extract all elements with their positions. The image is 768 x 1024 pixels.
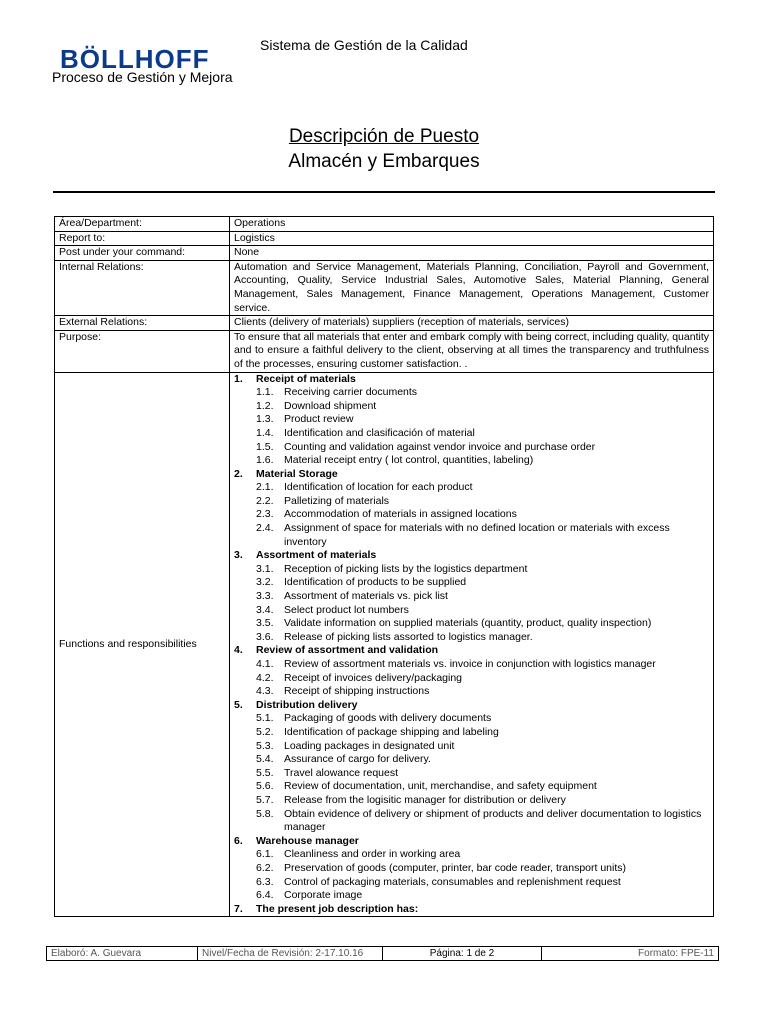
function-item xyxy=(234,481,709,495)
item-number: 3.5. xyxy=(256,617,274,630)
function-item xyxy=(234,413,709,427)
item-number: 1.2. xyxy=(256,399,274,412)
item-text: Review of assortment materials vs. invoice in conjunction with logistics manager xyxy=(284,658,656,670)
item-text: Receipt of shipping instructions xyxy=(284,685,430,698)
title-line-2: Almacén y Embarques xyxy=(288,151,480,172)
function-item xyxy=(234,454,709,468)
section-title: Warehouse manager xyxy=(256,834,359,847)
item-text: Validate information on supplied materials (quantity, product, quality inspection) xyxy=(284,617,652,630)
item-number: 5.3. xyxy=(256,739,274,752)
function-item xyxy=(234,889,709,903)
item-text: Travel alowance request xyxy=(284,766,399,779)
row-label: Área/Department: xyxy=(55,217,230,232)
title-line-1: Descripción de Puesto xyxy=(288,126,480,147)
item-text: Receiving carrier documents xyxy=(284,386,418,399)
function-item xyxy=(234,876,709,890)
item-number: 2.2. xyxy=(256,494,274,507)
row-value: Clients (delivery of materials) suppliers (reception of materials, services) xyxy=(230,316,714,331)
item-text: Review of documentation, unit, merchandise, and safety equipment xyxy=(284,780,597,793)
item-text: Material receipt entry ( lot control, quantities, labeling) xyxy=(284,454,534,467)
section-number: 3. xyxy=(234,549,243,562)
section-number: 1. xyxy=(234,372,243,385)
footer-table xyxy=(46,946,719,961)
section-number: 7. xyxy=(234,902,243,915)
row-value: Logistics xyxy=(230,231,714,246)
item-number: 4.2. xyxy=(256,671,274,684)
process-subtitle: Proceso de Gestión y Mejora xyxy=(52,69,233,85)
table-row xyxy=(55,217,714,232)
function-item xyxy=(234,767,709,781)
function-item xyxy=(234,862,709,876)
footer-format: Formato: FPE-11 xyxy=(542,947,719,961)
function-item xyxy=(234,808,709,835)
section-number: 4. xyxy=(234,644,243,657)
item-number: 4.1. xyxy=(256,658,274,670)
item-text: Product review xyxy=(284,413,354,426)
table-row xyxy=(55,330,714,372)
item-number: 5.8. xyxy=(256,807,274,820)
item-number: 2.4. xyxy=(256,522,274,535)
function-item xyxy=(234,441,709,455)
item-text: Accommodation of materials in assigned locations xyxy=(284,508,517,521)
function-item xyxy=(234,848,709,862)
item-number: 1.3. xyxy=(256,413,274,426)
item-text: Assignment of space for materials with no defined location or materials with excess inventory xyxy=(284,522,670,548)
section-number: 6. xyxy=(234,834,243,847)
item-number: 6.1. xyxy=(256,848,274,861)
function-section xyxy=(234,549,709,644)
function-item xyxy=(234,386,709,400)
function-item xyxy=(234,780,709,794)
row-label: External Relations: xyxy=(55,316,230,331)
item-text: Assortment of materials vs. pick list xyxy=(284,590,448,603)
item-text: Identification and clasificación of material xyxy=(284,426,475,439)
footer-page: Página: 1 de 2 xyxy=(383,947,542,961)
row-label: Post under your command: xyxy=(55,246,230,261)
row-value: None xyxy=(230,246,714,261)
function-section xyxy=(234,644,709,698)
item-number: 6.3. xyxy=(256,875,274,888)
section-title: The present job description has: xyxy=(256,902,419,915)
item-number: 5.1. xyxy=(256,712,274,725)
item-text: Preservation of goods (computer, printer, bar code reader, transport units) xyxy=(284,861,627,874)
item-number: 1.4. xyxy=(256,426,274,439)
row-label: Internal Relations: xyxy=(55,260,230,315)
title-divider xyxy=(53,191,715,193)
function-item xyxy=(234,576,709,590)
section-number: 2. xyxy=(234,467,243,480)
footer-author: Elaboró: A. Guevara xyxy=(47,947,198,961)
functions-list-cell xyxy=(230,372,714,917)
item-number: 3.1. xyxy=(256,562,274,575)
item-text: Receipt of invoices delivery/packaging xyxy=(284,671,463,684)
item-number: 5.5. xyxy=(256,766,274,779)
company-logo: BÖLLHOFF xyxy=(60,44,210,74)
functions-list xyxy=(234,373,709,917)
item-text: Assurance of cargo for delivery. xyxy=(284,753,431,766)
item-number: 5.7. xyxy=(256,793,274,806)
function-item xyxy=(234,712,709,726)
item-text: Corporate image xyxy=(284,889,363,902)
row-value: Automation and Service Management, Materials Planning, Conciliation, Payroll and Government, Accounting, Quality, Service Industrial Sales, Automotive Sales, Material Planning, General Management, Sales Management, Finance Management, Operations Management, Customer service. xyxy=(230,260,714,315)
table-row xyxy=(55,372,714,917)
row-label: Report to: xyxy=(55,231,230,246)
item-text: Release from the logisitic manager for distribution or delivery xyxy=(284,793,566,806)
item-text: Palletizing of materials xyxy=(284,494,390,507)
item-number: 1.5. xyxy=(256,440,274,453)
row-label: Purpose: xyxy=(55,330,230,372)
item-number: 3.4. xyxy=(256,603,274,616)
function-item xyxy=(234,685,709,699)
function-section xyxy=(234,903,709,917)
item-text: Packaging of goods with delivery documents xyxy=(284,712,492,725)
function-item xyxy=(234,658,709,672)
function-section xyxy=(234,373,709,468)
item-number: 3.2. xyxy=(256,576,274,589)
item-text: Identification of products to be supplied xyxy=(284,576,467,589)
function-item xyxy=(234,617,709,631)
section-title: Material Storage xyxy=(256,467,338,480)
job-description-table xyxy=(54,216,714,917)
section-number: 5. xyxy=(234,698,243,711)
item-number: 5.6. xyxy=(256,780,274,793)
function-item xyxy=(234,740,709,754)
row-value: Operations xyxy=(230,217,714,232)
function-item xyxy=(234,563,709,577)
function-item xyxy=(234,726,709,740)
item-number: 6.4. xyxy=(256,889,274,902)
system-title: Sistema de Gestión de la Calidad xyxy=(260,37,468,53)
function-item xyxy=(234,604,709,618)
item-number: 3.3. xyxy=(256,590,274,603)
item-number: 1.6. xyxy=(256,454,274,467)
function-item xyxy=(234,400,709,414)
table-row xyxy=(55,316,714,331)
function-section xyxy=(234,835,709,903)
item-number: 2.3. xyxy=(256,508,274,521)
item-text: Obtain evidence of delivery or shipment of products and deliver documentation to logistics manager xyxy=(284,807,702,834)
item-text: Identification of package shipping and labeling xyxy=(284,725,499,738)
table-row xyxy=(55,246,714,261)
function-item xyxy=(234,427,709,441)
item-text: Cleanliness and order in working area xyxy=(284,848,461,861)
section-title: Assortment of materials xyxy=(256,549,377,562)
item-text: Reception of picking lists by the logistics department xyxy=(284,562,528,575)
function-section xyxy=(234,468,709,550)
row-label: Functions and responsibilities xyxy=(55,372,230,917)
function-item xyxy=(234,508,709,522)
section-title: Receipt of materials xyxy=(256,372,356,385)
function-item xyxy=(234,631,709,645)
item-number: 5.4. xyxy=(256,753,274,766)
item-text: Identification of location for each product xyxy=(284,481,473,494)
section-title: Distribution delivery xyxy=(256,698,358,711)
section-title: Review of assortment and validation xyxy=(256,644,439,657)
item-number: 4.3. xyxy=(256,685,274,698)
item-number: 5.2. xyxy=(256,725,274,738)
item-number: 6.2. xyxy=(256,861,274,874)
item-text: Loading packages in designated unit xyxy=(284,739,455,752)
table-row xyxy=(55,260,714,315)
footer-revision: Nivel/Fecha de Revisión: 2-17.10.16 xyxy=(198,947,383,961)
function-section xyxy=(234,699,709,835)
document-title xyxy=(0,125,768,175)
item-number: 1.1. xyxy=(256,386,274,399)
function-item xyxy=(234,753,709,767)
item-number: 2.1. xyxy=(256,481,274,494)
item-number: 3.6. xyxy=(256,630,274,643)
function-item xyxy=(234,495,709,509)
item-text: Download shipment xyxy=(284,399,377,412)
function-item xyxy=(234,590,709,604)
item-text: Release of picking lists assorted to logistics manager. xyxy=(284,630,533,643)
row-value: To ensure that all materials that enter and embark comply with being correct, including quality, quantity and to ensure a faithful delivery to the client, observing at all times the transparency and truthfulness of the processes, ensuring customer satisfaction. . xyxy=(230,330,714,372)
function-item xyxy=(234,522,709,549)
item-text: Select product lot numbers xyxy=(284,603,409,616)
function-item xyxy=(234,794,709,808)
item-text: Counting and validation against vendor invoice and purchase order xyxy=(284,440,596,453)
item-text: Control of packaging materials, consumables and replenishment request xyxy=(284,875,621,888)
function-item xyxy=(234,672,709,686)
table-row xyxy=(55,231,714,246)
